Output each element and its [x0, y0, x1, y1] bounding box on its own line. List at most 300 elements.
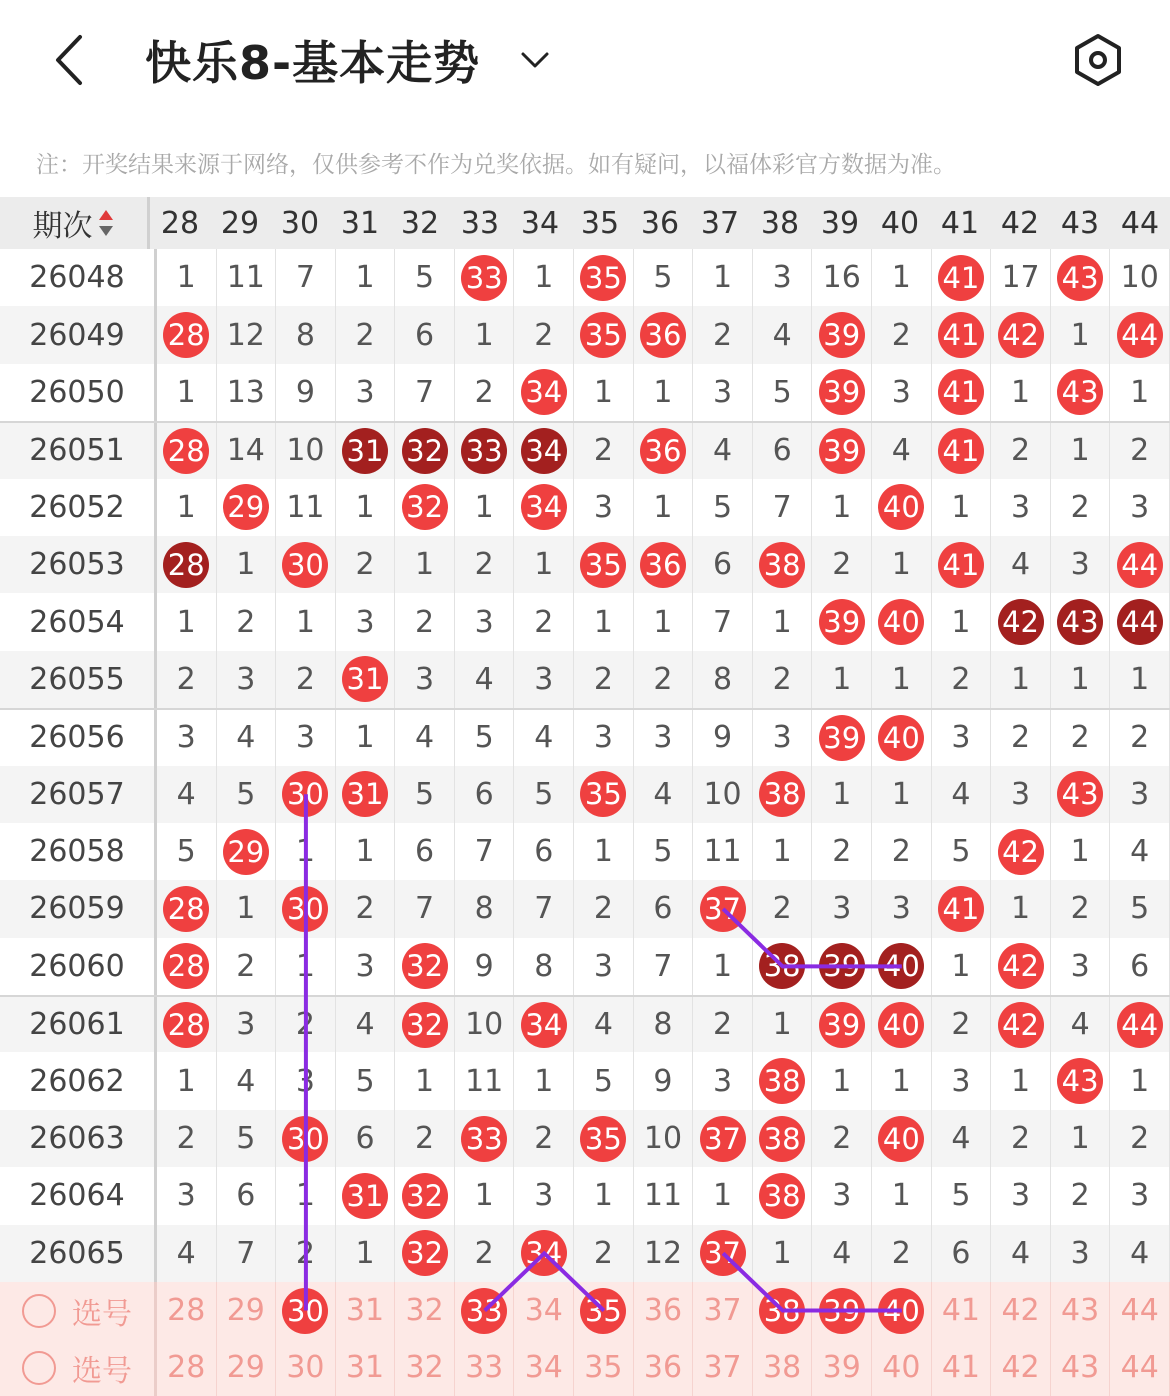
- radio-circle-icon[interactable]: [22, 1294, 56, 1328]
- table-cell: [395, 1110, 455, 1167]
- miss-count: 2: [832, 1121, 852, 1157]
- miss-count: 4: [713, 433, 733, 469]
- table-cell: [932, 1167, 992, 1224]
- miss-count: 10: [1120, 260, 1159, 296]
- table-cell: [753, 536, 813, 593]
- table-cell: [276, 479, 336, 536]
- app-header: [0, 0, 1170, 125]
- miss-count: 3: [295, 1063, 315, 1099]
- select-number-cell[interactable]: [932, 1282, 992, 1339]
- select-number-cell[interactable]: [1110, 1282, 1170, 1339]
- table-cell: [634, 423, 694, 478]
- select-number[interactable]: 36: [643, 1350, 683, 1386]
- table-cell: [812, 880, 872, 937]
- table-cell: [157, 823, 217, 880]
- table-cell: [991, 938, 1051, 995]
- table-cell: [276, 536, 336, 593]
- table-cell: [1051, 710, 1111, 765]
- hit-ball: 43: [1057, 771, 1103, 817]
- miss-count: 2: [951, 661, 971, 697]
- select-number[interactable]: 44: [1120, 1293, 1159, 1329]
- hit-ball: 39: [819, 428, 865, 474]
- table-cell: [932, 479, 992, 536]
- table-cell: [336, 766, 396, 823]
- table-cell: [514, 1110, 574, 1167]
- miss-count: 1: [951, 489, 971, 525]
- table-cell: [395, 479, 455, 536]
- column-header-44: 44: [1120, 205, 1160, 241]
- miss-count: 1: [176, 1063, 196, 1099]
- table-cell: [336, 997, 396, 1052]
- table-cell: [932, 1110, 992, 1167]
- select-number-cell[interactable]: [336, 1339, 396, 1396]
- table-cell: [336, 1167, 396, 1224]
- table-cell: [872, 997, 932, 1052]
- selected-number-ball[interactable]: 40: [878, 1288, 924, 1334]
- hit-ball: 35: [580, 312, 626, 358]
- miss-count: 3: [713, 374, 733, 410]
- table-cell: [455, 479, 515, 536]
- hit-ball: 37: [700, 1116, 746, 1162]
- table-row: [0, 708, 1170, 765]
- hit-ball: 35: [580, 542, 626, 588]
- table-cell: [991, 823, 1051, 880]
- hit-ball: 32: [402, 1173, 448, 1219]
- select-number[interactable]: 42: [1001, 1293, 1040, 1329]
- table-cell: [455, 1052, 515, 1109]
- miss-count: 4: [176, 776, 196, 812]
- table-cell: [574, 423, 634, 478]
- hit-ball: 41: [938, 369, 984, 415]
- hit-ball: 37: [700, 886, 746, 932]
- radio-circle-icon[interactable]: [22, 1351, 56, 1385]
- miss-count: 1: [593, 1178, 613, 1214]
- table-cell: [872, 766, 932, 823]
- table-cell: [693, 364, 753, 421]
- hit-ball: 38: [759, 771, 805, 817]
- hit-ball: 43: [1057, 255, 1103, 301]
- table-cell: [634, 364, 694, 421]
- miss-count: 3: [1010, 489, 1031, 525]
- select-number[interactable]: 31: [345, 1350, 385, 1386]
- select-number[interactable]: 32: [405, 1350, 444, 1386]
- select-number-cell[interactable]: [157, 1282, 217, 1339]
- select-number[interactable]: 43: [1061, 1350, 1100, 1386]
- select-number[interactable]: 34: [524, 1350, 563, 1386]
- miss-count: 1: [295, 1178, 315, 1214]
- hit-ball: 31: [342, 771, 388, 817]
- miss-count: 1: [176, 604, 196, 640]
- select-number[interactable]: 28: [167, 1350, 206, 1386]
- miss-count: 10: [286, 433, 325, 469]
- select-number-cell[interactable]: [455, 1339, 515, 1396]
- table-cell: [514, 306, 574, 363]
- miss-count: 3: [236, 661, 256, 697]
- miss-count: 5: [1130, 891, 1150, 927]
- select-number-cell[interactable]: [574, 1282, 634, 1339]
- selected-number-ball[interactable]: 39: [819, 1288, 865, 1334]
- table-cell: [872, 536, 932, 593]
- table-cell: [872, 710, 932, 765]
- table-cell: [812, 710, 872, 765]
- select-number[interactable]: 34: [524, 1293, 563, 1329]
- miss-count: 4: [951, 1121, 971, 1157]
- miss-count: 2: [534, 1121, 554, 1157]
- table-cell: [932, 823, 992, 880]
- table-cell: [455, 306, 515, 363]
- miss-count: 10: [465, 1007, 504, 1043]
- table-cell: [276, 1167, 336, 1224]
- hit-ball: 35: [580, 771, 626, 817]
- column-header-39: 39: [820, 205, 860, 241]
- chevron-left-icon: [40, 25, 100, 95]
- hit-ball: 34: [521, 1002, 567, 1048]
- hit-ball: 32: [402, 943, 448, 989]
- select-number-cell[interactable]: [157, 1339, 217, 1396]
- table-cell: [1110, 1052, 1170, 1109]
- miss-count: 1: [891, 776, 911, 812]
- table-cell: [1051, 536, 1111, 593]
- period-header[interactable]: [0, 197, 150, 249]
- table-cell: [336, 1225, 396, 1282]
- select-number-cell[interactable]: [395, 1282, 455, 1339]
- hit-ball: 30: [282, 1116, 328, 1162]
- hit-ball: 28: [163, 886, 209, 932]
- miss-count: 2: [1070, 489, 1090, 525]
- select-number-cell[interactable]: [634, 1282, 694, 1339]
- miss-count: 6: [415, 317, 435, 353]
- hit-ball: 42: [998, 943, 1044, 989]
- miss-count: 2: [1070, 720, 1090, 756]
- miss-count: 2: [593, 661, 613, 697]
- table-cell: [634, 1225, 694, 1282]
- table-cell: [157, 364, 217, 421]
- table-cell: [574, 1052, 634, 1109]
- table-cell: [574, 593, 634, 650]
- miss-count: 1: [295, 604, 315, 640]
- table-cell: [753, 651, 813, 708]
- select-number[interactable]: 29: [226, 1350, 265, 1386]
- miss-count: 3: [534, 661, 554, 697]
- period-cell: 26048: [0, 249, 157, 306]
- miss-count: 3: [772, 720, 792, 756]
- selected-number-ball[interactable]: 35: [580, 1288, 626, 1334]
- miss-count: 4: [534, 720, 554, 756]
- select-row-toggle[interactable]: [0, 1339, 157, 1396]
- select-number-cell[interactable]: [991, 1282, 1051, 1339]
- select-number[interactable]: 39: [822, 1350, 861, 1386]
- period-cell: 26057: [0, 766, 157, 823]
- miss-count: 6: [951, 1235, 971, 1271]
- select-number-cell[interactable]: [753, 1282, 813, 1339]
- miss-count: 2: [832, 547, 852, 583]
- select-number[interactable]: 30: [286, 1350, 325, 1386]
- miss-count: 2: [295, 1235, 315, 1271]
- miss-count: 1: [1130, 1063, 1150, 1099]
- table-cell: [693, 536, 753, 593]
- table-cell: [693, 593, 753, 650]
- miss-count: 9: [474, 948, 494, 984]
- table-cell: [1110, 479, 1170, 536]
- hit-ball: 37: [700, 1230, 746, 1276]
- select-number[interactable]: 40: [882, 1350, 921, 1386]
- select-number[interactable]: 37: [703, 1293, 742, 1329]
- table-cell: [634, 1167, 694, 1224]
- table-cell: [574, 823, 634, 880]
- table-cell: [336, 423, 396, 478]
- table-cell: [812, 306, 872, 363]
- table-cell: [753, 593, 813, 650]
- table-cell: [872, 1167, 932, 1224]
- table-cell: [395, 766, 455, 823]
- table-cell: [991, 479, 1051, 536]
- select-number[interactable]: 44: [1120, 1350, 1159, 1386]
- table-cell: [514, 593, 574, 650]
- table-cell: [514, 249, 574, 306]
- select-number[interactable]: 42: [1001, 1350, 1040, 1386]
- select-number[interactable]: 43: [1061, 1293, 1100, 1329]
- miss-count: 9: [295, 374, 315, 410]
- miss-count: 5: [236, 1121, 256, 1157]
- selected-number-ball[interactable]: 33: [461, 1288, 507, 1334]
- table-cell: [395, 823, 455, 880]
- select-number-cell[interactable]: [1110, 1339, 1170, 1396]
- table-cell: [395, 651, 455, 708]
- table-cell: [812, 536, 872, 593]
- hit-ball: 36: [640, 312, 686, 358]
- select-number-cell[interactable]: [217, 1282, 277, 1339]
- table-cell: [753, 823, 813, 880]
- table-cell: [336, 823, 396, 880]
- miss-count: 1: [832, 1063, 852, 1099]
- table-cell: [634, 766, 694, 823]
- miss-count: 6: [1130, 948, 1150, 984]
- select-number[interactable]: 41: [941, 1293, 981, 1329]
- miss-count: 3: [891, 891, 911, 927]
- select-number[interactable]: 41: [941, 1350, 981, 1386]
- table-cell: [455, 364, 515, 421]
- select-number[interactable]: 32: [405, 1293, 444, 1329]
- miss-count: 1: [593, 374, 613, 410]
- table-cell: [455, 423, 515, 478]
- table-cell: [693, 823, 753, 880]
- miss-count: 3: [355, 948, 375, 984]
- back-button[interactable]: [40, 25, 100, 95]
- miss-count: 2: [772, 891, 792, 927]
- table-cell: [932, 364, 992, 421]
- table-cell: [336, 249, 396, 306]
- selected-number-ball[interactable]: 38: [759, 1288, 805, 1334]
- select-number-cell[interactable]: [514, 1339, 574, 1396]
- table-row: [0, 1052, 1170, 1109]
- miss-count: 2: [593, 433, 613, 469]
- hit-ball: 39: [819, 369, 865, 415]
- miss-count: 3: [1010, 1178, 1031, 1214]
- select-number-cell[interactable]: [217, 1339, 277, 1396]
- hit-ball: 33: [461, 428, 507, 474]
- table-cell: [991, 364, 1051, 421]
- miss-count: 1: [891, 1178, 911, 1214]
- hit-ball: 28: [163, 428, 209, 474]
- select-number-cell[interactable]: [812, 1282, 872, 1339]
- select-number-cell[interactable]: [753, 1339, 813, 1396]
- miss-count: 5: [534, 776, 554, 812]
- miss-count: 3: [1130, 489, 1150, 525]
- miss-count: 3: [1070, 1235, 1090, 1271]
- select-number-cell[interactable]: [336, 1282, 396, 1339]
- miss-count: 1: [653, 374, 673, 410]
- miss-count: 12: [226, 317, 265, 353]
- table-cell: [812, 997, 872, 1052]
- miss-count: 2: [415, 604, 435, 640]
- hit-ball: 44: [1117, 1002, 1163, 1048]
- select-number-cell[interactable]: [693, 1282, 753, 1339]
- miss-count: 1: [832, 776, 852, 812]
- miss-count: 2: [295, 1007, 315, 1043]
- table-cell: [157, 1052, 217, 1109]
- table-cell: [217, 823, 277, 880]
- table-cell: [693, 423, 753, 478]
- table-row: [0, 1225, 1170, 1282]
- table-cell: [1051, 249, 1111, 306]
- select-number-cell[interactable]: [574, 1339, 634, 1396]
- miss-count: 2: [1130, 1121, 1150, 1157]
- column-header-32: 32: [400, 205, 440, 241]
- select-number-cell[interactable]: [872, 1339, 932, 1396]
- miss-count: 11: [643, 1178, 683, 1214]
- table-cell: [991, 423, 1051, 478]
- table-cell: [872, 306, 932, 363]
- select-row-toggle[interactable]: [0, 1282, 157, 1339]
- select-number-cell[interactable]: [634, 1339, 694, 1396]
- miss-count: 7: [653, 948, 673, 984]
- table-cell: [395, 938, 455, 995]
- select-number[interactable]: 28: [167, 1293, 206, 1329]
- table-cell: [812, 479, 872, 536]
- hit-ball: 32: [402, 1002, 448, 1048]
- table-cell: [872, 249, 932, 306]
- table-cell: [1051, 938, 1111, 995]
- miss-count: 7: [415, 891, 435, 927]
- hit-ball: 42: [998, 312, 1044, 358]
- miss-count: 3: [891, 374, 911, 410]
- table-cell: [217, 880, 277, 937]
- miss-count: 5: [415, 776, 435, 812]
- hit-ball: 31: [342, 1173, 388, 1219]
- miss-count: 5: [355, 1063, 375, 1099]
- select-number[interactable]: 31: [345, 1293, 385, 1329]
- select-number-cell[interactable]: [395, 1339, 455, 1396]
- sort-icon: [97, 208, 115, 238]
- table-cell: [395, 536, 455, 593]
- column-header-37: 37: [700, 205, 740, 241]
- settings-button[interactable]: [1068, 30, 1128, 90]
- miss-count: 3: [593, 720, 613, 756]
- select-number-cell[interactable]: [1051, 1282, 1111, 1339]
- hit-ball: 40: [878, 943, 924, 989]
- table-cell: [574, 997, 634, 1052]
- miss-count: 2: [355, 891, 375, 927]
- select-number-cell[interactable]: [991, 1339, 1051, 1396]
- hit-ball: 32: [402, 428, 448, 474]
- table-cell: [514, 364, 574, 421]
- table-cell: [634, 1110, 694, 1167]
- miss-count: 17: [1001, 260, 1040, 296]
- miss-count: 3: [236, 1007, 256, 1043]
- miss-count: 1: [1010, 891, 1031, 927]
- period-cell: 26061: [0, 997, 157, 1052]
- table-cell: [634, 938, 694, 995]
- table-row: [0, 593, 1170, 650]
- table-cell: [276, 423, 336, 478]
- hit-ball: 39: [819, 943, 865, 989]
- miss-count: 3: [534, 1178, 554, 1214]
- select-number[interactable]: 33: [465, 1350, 504, 1386]
- table-cell: [395, 364, 455, 421]
- table-cell: [812, 1052, 872, 1109]
- table-cell: [514, 766, 574, 823]
- select-number-cell[interactable]: [693, 1339, 753, 1396]
- select-number[interactable]: 38: [763, 1350, 802, 1386]
- select-number-cell[interactable]: [812, 1339, 872, 1396]
- select-number[interactable]: 36: [643, 1293, 683, 1329]
- table-cell: [1110, 1110, 1170, 1167]
- table-cell: [336, 880, 396, 937]
- selected-number-ball[interactable]: 30: [282, 1288, 328, 1334]
- table-cell: [753, 306, 813, 363]
- miss-count: 1: [176, 374, 196, 410]
- hit-ball: 28: [163, 542, 209, 588]
- table-cell: [336, 306, 396, 363]
- table-cell: [276, 823, 336, 880]
- miss-count: 3: [713, 1063, 733, 1099]
- table-cell: [1051, 1052, 1111, 1109]
- table-cell: [574, 710, 634, 765]
- select-number-cell[interactable]: [514, 1282, 574, 1339]
- table-cell: [395, 423, 455, 478]
- table-cell: [157, 536, 217, 593]
- miss-count: 6: [355, 1121, 375, 1157]
- table-cell: [514, 823, 574, 880]
- select-number-cell[interactable]: [455, 1282, 515, 1339]
- select-number-cell[interactable]: [1051, 1339, 1111, 1396]
- miss-count: 1: [1130, 374, 1150, 410]
- select-number-cell[interactable]: [276, 1282, 336, 1339]
- miss-count: 2: [1070, 1178, 1090, 1214]
- miss-count: 2: [1130, 720, 1150, 756]
- table-cell: [276, 593, 336, 650]
- miss-count: 3: [355, 604, 375, 640]
- miss-count: 1: [772, 834, 792, 870]
- select-number[interactable]: 37: [703, 1350, 742, 1386]
- miss-count: 12: [643, 1235, 683, 1271]
- table-cell: [812, 593, 872, 650]
- miss-count: 3: [951, 1063, 971, 1099]
- title-dropdown[interactable]: [145, 30, 552, 90]
- table-cell: [514, 423, 574, 478]
- miss-count: 3: [951, 720, 971, 756]
- miss-count: 3: [832, 891, 852, 927]
- table-cell: [634, 880, 694, 937]
- select-number-cell[interactable]: [932, 1339, 992, 1396]
- hit-ball: 33: [461, 255, 507, 301]
- table-cell: [157, 651, 217, 708]
- select-number-cell[interactable]: [276, 1339, 336, 1396]
- select-number-cell[interactable]: [872, 1282, 932, 1339]
- select-number[interactable]: 29: [226, 1293, 265, 1329]
- select-number[interactable]: 35: [584, 1350, 623, 1386]
- miss-count: 2: [1010, 720, 1031, 756]
